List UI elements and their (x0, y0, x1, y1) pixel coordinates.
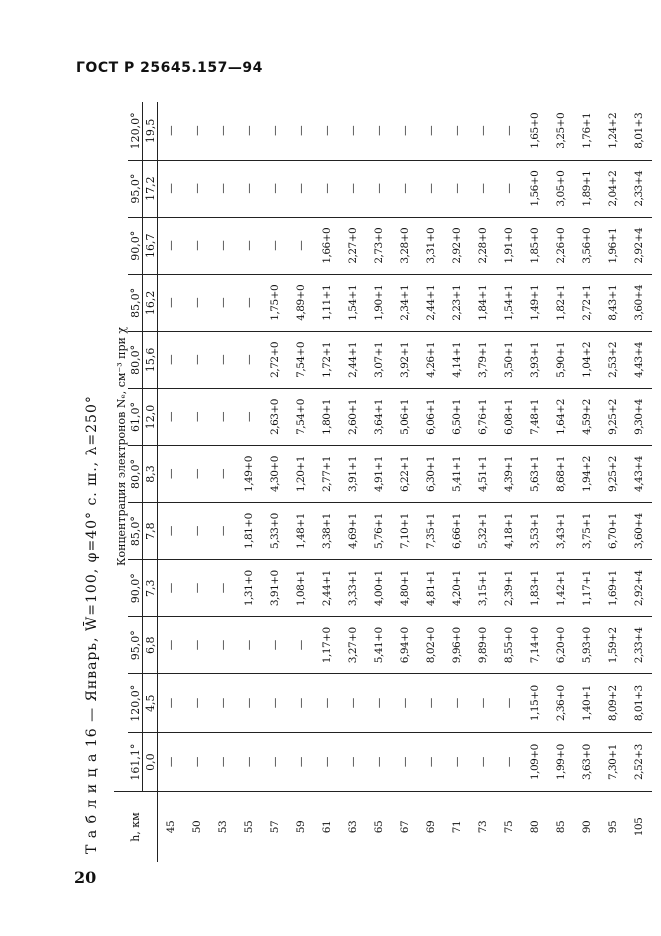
value-cell: 3,63+0 (574, 733, 600, 792)
altitude-cell: 61 (320, 820, 333, 834)
value-cell: 7,14+0 (522, 617, 548, 674)
value-cell: 3,31+0 (418, 217, 444, 274)
time-header: 4,5 (143, 674, 158, 733)
value-cell: 4,89+0 (288, 274, 314, 331)
time-header: 16,7 (143, 217, 158, 274)
value-cell: — (236, 217, 262, 274)
value-cell: 3,05+0 (548, 160, 574, 217)
altitude-cell: 80 (528, 820, 541, 834)
value-cell: — (236, 617, 262, 674)
table-row (392, 102, 418, 862)
value-cell: 3,38+1 (314, 503, 340, 560)
value-cell: 3,60+4 (626, 274, 652, 331)
value-cell: — (496, 733, 522, 792)
value-cell: 4,43+4 (626, 446, 652, 503)
value-cell: — (184, 274, 210, 331)
value-cell: 6,06+1 (418, 388, 444, 445)
rotated-table-block (78, 102, 645, 862)
value-cell: 3,91+0 (262, 560, 288, 617)
group-header: Концентрация электронов Nₑ, см⁻³ при χ (114, 102, 128, 792)
value-cell: — (184, 102, 210, 160)
chi-header: 61,0° (128, 388, 143, 445)
chi-header: 85,0° (128, 503, 143, 560)
value-cell: 9,25+2 (600, 446, 626, 503)
value-cell: 1,49+1 (522, 274, 548, 331)
altitude-cell: 95 (606, 820, 619, 834)
value-cell: 1,89+1 (574, 160, 600, 217)
value-cell: 2,63+0 (262, 388, 288, 445)
value-cell: — (496, 674, 522, 733)
value-cell: 2,04+2 (600, 160, 626, 217)
table-row (314, 102, 340, 862)
value-cell: 3,53+1 (522, 503, 548, 560)
value-cell: 4,26+1 (418, 331, 444, 388)
value-cell: 2,52+3 (626, 733, 652, 792)
value-cell: 1,49+0 (236, 446, 262, 503)
value-cell: — (184, 388, 210, 445)
table-row (184, 102, 210, 862)
value-cell: — (184, 560, 210, 617)
value-cell: 1,81+0 (236, 503, 262, 560)
value-cell: — (210, 102, 236, 160)
value-cell: — (210, 217, 236, 274)
value-cell: — (184, 446, 210, 503)
value-cell: — (444, 102, 470, 160)
value-cell: — (236, 331, 262, 388)
value-cell: 1,48+1 (288, 503, 314, 560)
table-row (600, 102, 626, 862)
table-row (340, 102, 366, 862)
time-header: 16,2 (143, 274, 158, 331)
value-cell: 2,36+0 (548, 674, 574, 733)
value-cell: — (340, 733, 366, 792)
table-row (262, 102, 288, 862)
table-row (288, 102, 314, 862)
altitude-cell: 73 (476, 820, 489, 834)
value-cell: 2,72+1 (574, 274, 600, 331)
value-cell: 1,15+0 (522, 674, 548, 733)
value-cell: 4,18+1 (496, 503, 522, 560)
value-cell: 6,30+1 (418, 446, 444, 503)
value-cell: 1,90+1 (366, 274, 392, 331)
value-cell: 1,64+2 (548, 388, 574, 445)
value-cell: 1,85+0 (522, 217, 548, 274)
value-cell: 1,66+0 (314, 217, 340, 274)
value-cell: 1,20+1 (288, 446, 314, 503)
value-cell: 4,20+1 (444, 560, 470, 617)
value-cell: 5,90+1 (548, 331, 574, 388)
value-cell: 3,43+1 (548, 503, 574, 560)
value-cell: 2,53+2 (600, 331, 626, 388)
value-cell: 4,30+0 (262, 446, 288, 503)
value-cell: — (496, 102, 522, 160)
value-cell: — (444, 733, 470, 792)
value-cell: — (210, 388, 236, 445)
table-row (522, 102, 548, 862)
value-cell: — (210, 503, 236, 560)
value-cell: 2,73+0 (366, 217, 392, 274)
table-row (366, 102, 392, 862)
value-cell: — (210, 160, 236, 217)
value-cell: — (418, 733, 444, 792)
value-cell: 7,54+0 (288, 388, 314, 445)
value-cell: — (470, 102, 496, 160)
value-cell: 3,28+0 (392, 217, 418, 274)
value-cell: — (184, 733, 210, 792)
value-cell: — (184, 331, 210, 388)
chi-header: 80,0° (128, 331, 143, 388)
altitude-cell: 57 (268, 820, 281, 834)
value-cell: 8,01+3 (626, 674, 652, 733)
value-cell: 5,93+0 (574, 617, 600, 674)
value-cell: — (314, 674, 340, 733)
table-row (158, 102, 185, 862)
value-cell: 2,92+4 (626, 217, 652, 274)
value-cell: — (210, 560, 236, 617)
value-cell: 1,72+1 (314, 331, 340, 388)
altitude-cell: 65 (372, 820, 385, 834)
value-cell: 5,76+1 (366, 503, 392, 560)
value-cell: — (236, 102, 262, 160)
value-cell: 1,08+1 (288, 560, 314, 617)
value-cell: — (210, 274, 236, 331)
value-cell: 8,01+3 (626, 102, 652, 160)
value-cell: — (158, 274, 185, 331)
value-cell: 1,84+1 (470, 274, 496, 331)
value-cell: — (158, 331, 185, 388)
value-cell: 6,08+1 (496, 388, 522, 445)
time-header: 19,5 (143, 102, 158, 160)
value-cell: 7,48+1 (522, 388, 548, 445)
row-header: h, км (114, 792, 158, 863)
value-cell: 5,33+0 (262, 503, 288, 560)
value-cell: 2,33+4 (626, 160, 652, 217)
value-cell: 1,94+2 (574, 446, 600, 503)
value-cell: — (262, 674, 288, 733)
value-cell: 5,32+1 (470, 503, 496, 560)
value-cell: — (288, 102, 314, 160)
time-header: 17,2 (143, 160, 158, 217)
value-cell: 1,24+2 (600, 102, 626, 160)
value-cell: 3,60+4 (626, 503, 652, 560)
value-cell: 4,51+1 (470, 446, 496, 503)
value-cell: 3,25+0 (548, 102, 574, 160)
value-cell: 1,31+0 (236, 560, 262, 617)
table-row (418, 102, 444, 862)
value-cell: 1,82+1 (548, 274, 574, 331)
value-cell: — (236, 274, 262, 331)
value-cell: — (418, 674, 444, 733)
value-cell: — (470, 674, 496, 733)
chi-header: 120,0° (128, 102, 143, 160)
value-cell: 3,64+1 (366, 388, 392, 445)
value-cell: 5,41+1 (444, 446, 470, 503)
value-cell: 1,99+0 (548, 733, 574, 792)
value-cell: 3,79+1 (470, 331, 496, 388)
value-cell: 1,54+1 (340, 274, 366, 331)
value-cell: 4,43+4 (626, 331, 652, 388)
value-cell: — (444, 160, 470, 217)
table-row (210, 102, 236, 862)
value-cell: — (314, 733, 340, 792)
value-cell: 9,30+4 (626, 388, 652, 445)
value-cell: 1,59+2 (600, 617, 626, 674)
value-cell: 1,09+0 (522, 733, 548, 792)
value-cell: 5,63+1 (522, 446, 548, 503)
value-cell: 4,59+2 (574, 388, 600, 445)
altitude-cell: 55 (242, 820, 255, 834)
value-cell: — (262, 617, 288, 674)
value-cell: — (262, 733, 288, 792)
value-cell: — (366, 733, 392, 792)
value-cell: — (158, 617, 185, 674)
value-cell: — (158, 560, 185, 617)
table-row (626, 102, 652, 862)
value-cell: — (262, 217, 288, 274)
chi-header: 161,1° (128, 733, 143, 792)
altitude-cell: 75 (502, 820, 515, 834)
altitude-cell: 69 (424, 820, 437, 834)
value-cell: — (210, 674, 236, 733)
value-cell: 7,35+1 (418, 503, 444, 560)
value-cell: — (314, 160, 340, 217)
altitude-cell: 50 (190, 820, 203, 834)
value-cell: — (158, 388, 185, 445)
altitude-cell: 59 (294, 820, 307, 834)
value-cell: 2,72+0 (262, 331, 288, 388)
value-cell: — (210, 733, 236, 792)
value-cell: — (366, 674, 392, 733)
value-cell: — (288, 617, 314, 674)
value-cell: — (158, 102, 185, 160)
value-cell: — (236, 160, 262, 217)
value-cell: — (340, 674, 366, 733)
time-header: 7,8 (143, 503, 158, 560)
value-cell: 1,42+1 (548, 560, 574, 617)
value-cell: 2,26+0 (548, 217, 574, 274)
value-cell: 6,22+1 (392, 446, 418, 503)
value-cell: 2,39+1 (496, 560, 522, 617)
value-cell: 6,94+0 (392, 617, 418, 674)
value-cell: 6,20+0 (548, 617, 574, 674)
value-cell: 1,83+1 (522, 560, 548, 617)
value-cell: — (418, 160, 444, 217)
value-cell: 2,28+0 (470, 217, 496, 274)
value-cell: 1,17+0 (314, 617, 340, 674)
time-header: 0,0 (143, 733, 158, 792)
value-cell: 1,75+0 (262, 274, 288, 331)
value-cell: 2,44+1 (314, 560, 340, 617)
data-table (114, 102, 652, 862)
chi-header: 90,0° (128, 560, 143, 617)
value-cell: 6,50+1 (444, 388, 470, 445)
value-cell: 1,17+1 (574, 560, 600, 617)
value-cell: — (210, 446, 236, 503)
value-cell: 1,91+0 (496, 217, 522, 274)
value-cell: — (236, 388, 262, 445)
value-cell: 1,76+1 (574, 102, 600, 160)
value-cell: — (236, 674, 262, 733)
value-cell: 1,40+1 (574, 674, 600, 733)
value-cell: 4,00+1 (366, 560, 392, 617)
chi-header: 120,0° (128, 674, 143, 733)
value-cell: — (158, 674, 185, 733)
value-cell: 9,25+2 (600, 388, 626, 445)
value-cell: 8,02+0 (418, 617, 444, 674)
value-cell: — (184, 160, 210, 217)
altitude-cell: 63 (346, 820, 359, 834)
value-cell: — (158, 217, 185, 274)
value-cell: 1,11+1 (314, 274, 340, 331)
altitude-cell: 90 (580, 820, 593, 834)
value-cell: 1,54+1 (496, 274, 522, 331)
value-cell: — (366, 160, 392, 217)
value-cell: — (184, 217, 210, 274)
altitude-cell: 85 (554, 820, 567, 834)
value-cell: 3,33+1 (340, 560, 366, 617)
value-cell: — (470, 160, 496, 217)
value-cell: — (340, 102, 366, 160)
value-cell: — (158, 160, 185, 217)
value-cell: 9,89+0 (470, 617, 496, 674)
time-header: 6,8 (143, 617, 158, 674)
value-cell: — (158, 446, 185, 503)
value-cell: — (288, 674, 314, 733)
value-cell: — (314, 102, 340, 160)
altitude-cell: 53 (216, 820, 229, 834)
time-header: 8,3 (143, 446, 158, 503)
value-cell: — (392, 733, 418, 792)
value-cell: 8,68+1 (548, 446, 574, 503)
value-cell: 2,33+4 (626, 617, 652, 674)
value-cell: — (184, 503, 210, 560)
value-cell: — (392, 160, 418, 217)
value-cell: 3,91+1 (340, 446, 366, 503)
value-cell: — (444, 674, 470, 733)
value-cell: 6,76+1 (470, 388, 496, 445)
value-cell: 2,44+1 (340, 331, 366, 388)
value-cell: 4,69+1 (340, 503, 366, 560)
table-row (496, 102, 522, 862)
value-cell: 3,50+1 (496, 331, 522, 388)
chi-header: 80,0° (128, 446, 143, 503)
value-cell: — (392, 102, 418, 160)
value-cell: 1,56+0 (522, 160, 548, 217)
value-cell: 3,93+1 (522, 331, 548, 388)
chi-header: 95,0° (128, 160, 143, 217)
value-cell: — (262, 102, 288, 160)
value-cell: 2,27+0 (340, 217, 366, 274)
value-cell: 4,14+1 (444, 331, 470, 388)
value-cell: 2,60+1 (340, 388, 366, 445)
altitude-cell: 71 (450, 820, 463, 834)
value-cell: 4,80+1 (392, 560, 418, 617)
value-cell: 2,77+1 (314, 446, 340, 503)
table-caption: Т а б л и ц а 16 — Январь, W̄=100, φ=40° с. ш., λ=250° (84, 395, 100, 854)
table-row (574, 102, 600, 862)
value-cell: 6,66+1 (444, 503, 470, 560)
value-cell: — (392, 674, 418, 733)
value-cell: 1,80+1 (314, 388, 340, 445)
value-cell: 8,09+2 (600, 674, 626, 733)
value-cell: 7,30+1 (600, 733, 626, 792)
value-cell: 4,39+1 (496, 446, 522, 503)
value-cell: 1,65+0 (522, 102, 548, 160)
value-cell: 3,15+1 (470, 560, 496, 617)
value-cell: — (288, 217, 314, 274)
value-cell: 1,96+1 (600, 217, 626, 274)
value-cell: 2,92+4 (626, 560, 652, 617)
value-cell: 9,96+0 (444, 617, 470, 674)
value-cell: 7,10+1 (392, 503, 418, 560)
value-cell: — (158, 733, 185, 792)
value-cell: 8,55+0 (496, 617, 522, 674)
value-cell: — (288, 733, 314, 792)
page-header: ГОСТ Р 25645.157—94 (76, 60, 263, 76)
value-cell: 3,56+0 (574, 217, 600, 274)
table-row (444, 102, 470, 862)
value-cell: 7,54+0 (288, 331, 314, 388)
value-cell: 3,92+1 (392, 331, 418, 388)
value-cell: 5,06+1 (392, 388, 418, 445)
value-cell: 4,81+1 (418, 560, 444, 617)
table-row (236, 102, 262, 862)
value-cell: 4,91+1 (366, 446, 392, 503)
page-number: 20 (74, 868, 97, 887)
value-cell: — (340, 160, 366, 217)
time-header: 12,0 (143, 388, 158, 445)
value-cell: 2,92+0 (444, 217, 470, 274)
value-cell: 5,41+0 (366, 617, 392, 674)
value-cell: — (184, 617, 210, 674)
value-cell: 2,44+1 (418, 274, 444, 331)
value-cell: — (184, 674, 210, 733)
value-cell: — (418, 102, 444, 160)
time-header: 15,6 (143, 331, 158, 388)
value-cell: — (288, 160, 314, 217)
altitude-cell: 67 (398, 820, 411, 834)
altitude-cell: 45 (164, 820, 177, 834)
value-cell: 6,70+1 (600, 503, 626, 560)
time-header: 7,3 (143, 560, 158, 617)
value-cell: — (496, 160, 522, 217)
value-cell: — (210, 617, 236, 674)
value-cell: 3,75+1 (574, 503, 600, 560)
chi-header: 95,0° (128, 617, 143, 674)
table-row (548, 102, 574, 862)
value-cell: — (236, 733, 262, 792)
chi-header: 90,0° (128, 217, 143, 274)
value-cell: — (158, 503, 185, 560)
value-cell: 1,69+1 (600, 560, 626, 617)
value-cell: — (210, 331, 236, 388)
table-row (470, 102, 496, 862)
value-cell: 1,04+2 (574, 331, 600, 388)
value-cell: — (366, 102, 392, 160)
value-cell: 3,07+1 (366, 331, 392, 388)
value-cell: 3,27+0 (340, 617, 366, 674)
value-cell: 2,23+1 (444, 274, 470, 331)
value-cell: 8,43+1 (600, 274, 626, 331)
value-cell: — (470, 733, 496, 792)
value-cell: 2,34+1 (392, 274, 418, 331)
value-cell: — (262, 160, 288, 217)
chi-header: 85,0° (128, 274, 143, 331)
altitude-cell: 105 (632, 817, 645, 837)
